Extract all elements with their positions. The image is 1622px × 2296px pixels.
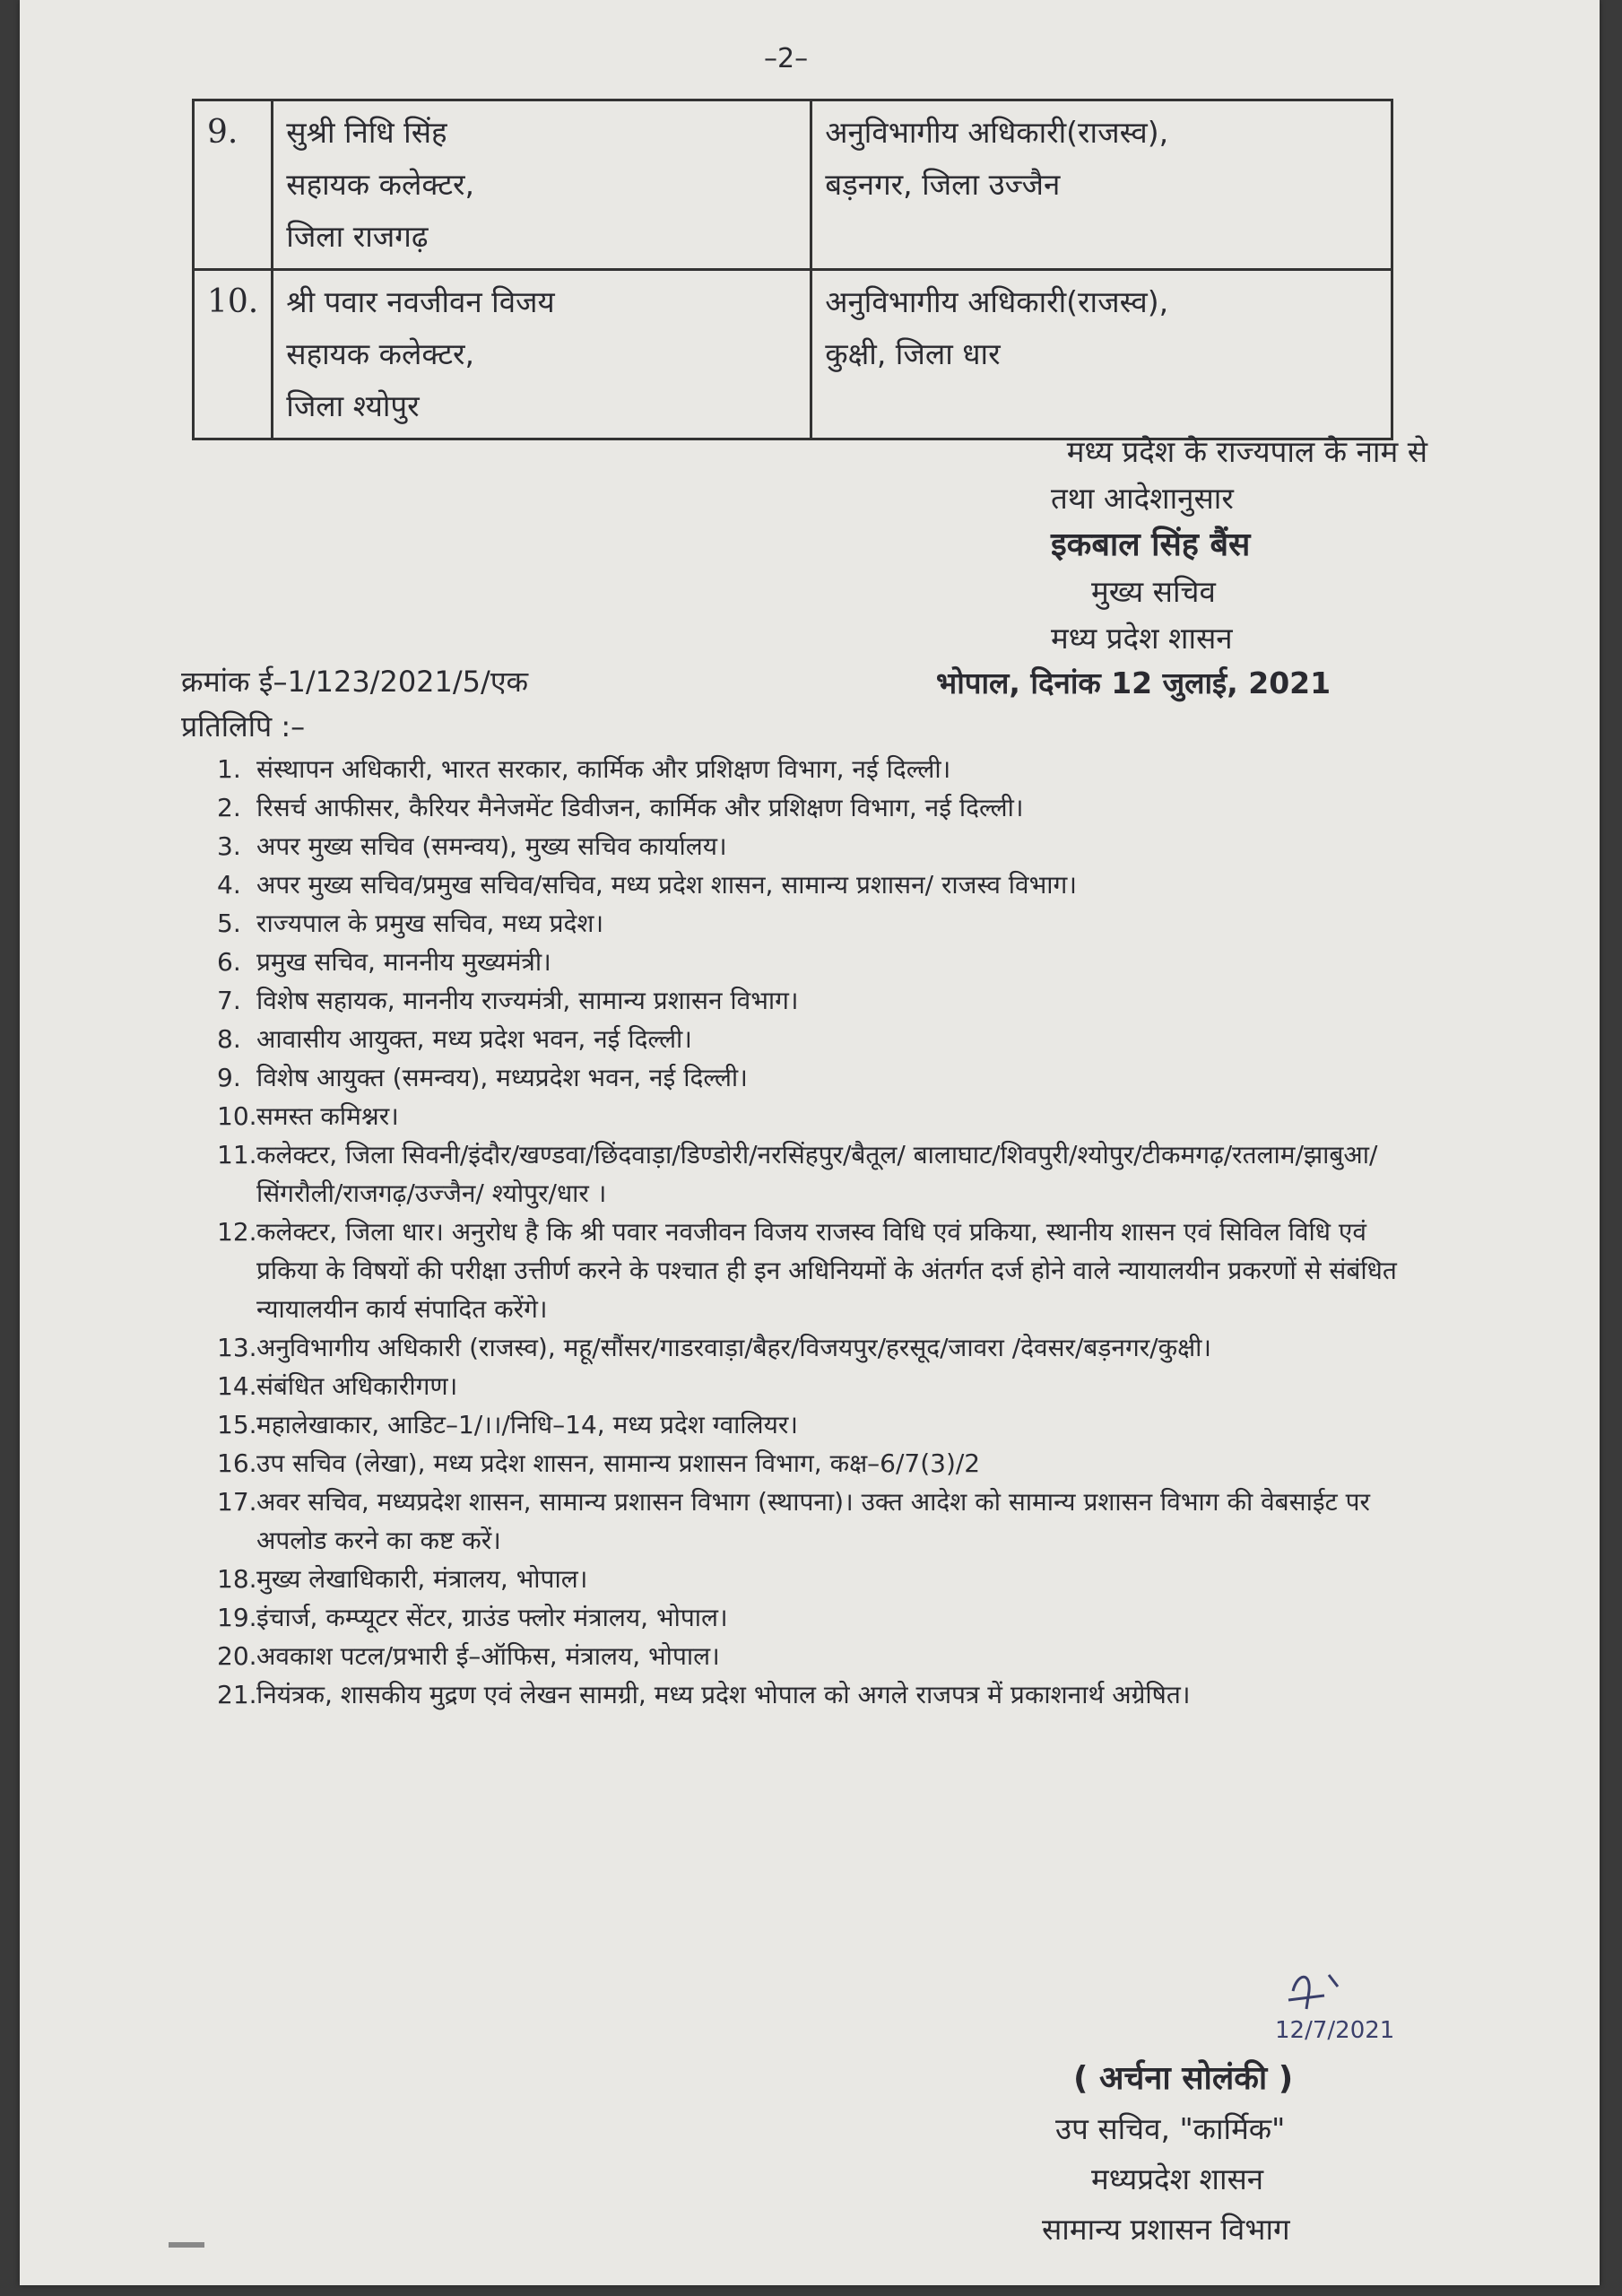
order-date: भोपाल, दिनांक 12 जुलाई, 2021 (936, 665, 1331, 700)
item-text: उप सचिव (लेखा), मध्य प्रदेश शासन, सामान्य प्रशासन विभाग, कक्ष–6/7(3)/2 (256, 1448, 981, 1478)
item-number: 11. (217, 1140, 257, 1170)
signatory-designation: उप सचिव, "कार्मिक" (1055, 2111, 1286, 2146)
item-text: अपर मुख्य सचिव (समन्वय), मुख्य सचिव कार्यालय। (256, 831, 727, 861)
item-number: 2. (217, 793, 241, 822)
item-text: विशेष आयुक्त (समन्वय), मध्यप्रदेश भवन, नई दिल्ली। (256, 1063, 748, 1092)
signatory-office: मध्यप्रदेश शासन (1091, 2161, 1264, 2196)
item-text: संस्थापन अधिकारी, भारत सरकार, कार्मिक और प्रशिक्षण विभाग, नई दिल्ली। (256, 754, 951, 784)
page-number: –2– (764, 43, 809, 74)
chief-secretary-designation: मुख्य सचिव (1091, 574, 1216, 609)
item-number: 1. (217, 754, 241, 784)
chief-secretary-name: इकबाल सिंह बैंस (1051, 526, 1251, 563)
list-item (217, 904, 1418, 943)
item-number: 3. (217, 831, 241, 861)
new-post: अनुविभागीय अधिकारी(राजस्व), (825, 115, 1169, 150)
item-text: संबंधित अधिकारीगण। (256, 1371, 458, 1401)
item-text: राज्यपाल के प्रमुख सचिव, मध्य प्रदेश। (256, 909, 604, 938)
current-district: जिला श्योपुर (286, 388, 420, 423)
item-text: महालेखाकार, आडिट–1/।।/निधि–14, मध्य प्रदेश ग्वालियर। (256, 1410, 798, 1439)
list-item (217, 865, 1418, 904)
recipient-list (217, 750, 1418, 1714)
list-item (217, 827, 1418, 865)
list-item (217, 1135, 1418, 1213)
item-number: 14. (217, 1371, 257, 1401)
item-text: रिसर्च आफीसर, कैरियर मैनेजमेंट डिवीजन, कार्मिक और प्रशिक्षण विभाग, नई दिल्ली। (256, 793, 1024, 822)
list-item (217, 1598, 1418, 1637)
current-post: सहायक कलेक्टर, (286, 336, 474, 371)
transfer-table (192, 99, 1393, 440)
chief-secretary-office: मध्य प्रदेश शासन (1051, 621, 1233, 656)
handwritten-initials (1257, 1955, 1436, 2045)
item-text: इंचार्ज, कम्प्यूटर सेंटर, ग्राउंड फ्लोर मंत्रालय, भोपाल। (256, 1603, 728, 1632)
list-item (217, 750, 1418, 788)
officer-cell (273, 270, 811, 439)
authority-block (916, 429, 1427, 662)
officer-name: श्री पवार नवजीवन विजय (286, 284, 555, 319)
list-item (217, 1444, 1418, 1483)
item-number: 12. (217, 1217, 257, 1247)
list-item (217, 981, 1418, 1020)
new-posting-cell (811, 270, 1392, 439)
item-number: 5. (217, 909, 241, 938)
item-text: विशेष सहायक, माननीय राज्यमंत्री, सामान्य प्रशासन विभाग। (256, 986, 799, 1015)
officer-cell (273, 100, 811, 270)
item-number: 20. (217, 1641, 257, 1671)
list-item (217, 1483, 1418, 1560)
list-item (217, 1675, 1418, 1714)
new-place: बड़नगर, जिला उज्जैन (825, 167, 1061, 202)
item-number: 6. (217, 947, 241, 977)
item-text: आवासीय आयुक्त, मध्य प्रदेश भवन, नई दिल्ली। (256, 1024, 692, 1054)
item-number: 17. (217, 1487, 257, 1517)
row-number: 10. (194, 270, 273, 439)
table-row (194, 270, 1392, 439)
item-number: 15. (217, 1410, 257, 1439)
list-item (217, 943, 1418, 981)
item-number: 8. (217, 1024, 241, 1054)
signatory-block (1033, 2054, 1445, 2255)
item-number: 21. (217, 1680, 257, 1709)
signatory-department: सामान्य प्रशासन विभाग (1042, 2212, 1290, 2247)
signature-date: 12/7/2021 (1275, 2017, 1395, 2044)
officer-name: सुश्री निधि सिंह (286, 115, 447, 150)
item-text: समस्त कमिश्नर। (256, 1101, 399, 1131)
item-number: 10. (217, 1101, 257, 1131)
item-number: 19. (217, 1603, 257, 1632)
table-row (194, 100, 1392, 270)
current-district: जिला राजगढ़ (286, 219, 429, 254)
new-posting-cell (811, 100, 1392, 270)
item-text: अपर मुख्य सचिव/प्रमुख सचिव/सचिव, मध्य प्रदेश शासन, सामान्य प्रशासन/ राजस्व विभाग। (256, 870, 1077, 900)
current-post: सहायक कलेक्टर, (286, 167, 474, 202)
list-item (217, 1020, 1418, 1058)
document-page (20, 0, 1600, 2285)
item-text: मुख्य लेखाधिकारी, मंत्रालय, भोपाल। (256, 1564, 588, 1594)
item-number: 9. (217, 1063, 241, 1092)
copy-label: प्रतिलिपि :– (181, 709, 306, 744)
list-item (217, 1213, 1418, 1328)
list-item (217, 1637, 1418, 1675)
authority-line: तथा आदेशानुसार (1051, 481, 1234, 516)
row-number: 9. (194, 100, 273, 270)
item-number: 4. (217, 870, 241, 900)
list-item (217, 1328, 1418, 1367)
list-item (217, 788, 1418, 827)
list-item (217, 1367, 1418, 1405)
list-item (217, 1058, 1418, 1097)
item-text: अवर सचिव, मध्यप्रदेश शासन, सामान्य प्रशासन विभाग (स्थापना)। उक्त आदेश को सामान्य प्रशासन विभाग की वेबसाईट पर अपलोड करने का कष्ट करें। (256, 1487, 1370, 1555)
list-item (217, 1560, 1418, 1598)
item-number: 13. (217, 1333, 257, 1362)
item-number: 16. (217, 1448, 257, 1478)
authority-line: मध्य प्रदेश के राज्यपाल के नाम से (1066, 434, 1427, 469)
item-text: अनुविभागीय अधिकारी (राजस्व), महू/सौंसर/गाडरवाड़ा/बैहर/विजयपुर/हरसूद/जावरा /देवसर/बड़नगर/कुक्षी। (256, 1333, 1212, 1362)
new-place: कुक्षी, जिला धार (825, 336, 1001, 371)
new-post: अनुविभागीय अधिकारी(राजस्व), (825, 284, 1169, 319)
item-number: 18. (217, 1564, 257, 1594)
order-number: क्रमांक ई–1/123/2021/5/एक (181, 665, 529, 699)
item-text: कलेक्टर, जिला धार। अनुरोध है कि श्री पवार नवजीवन विजय राजस्व विधि एवं प्रकिया, स्थानीय शासन एवं सिविल विधि एवं प्रकिया के विषयों की परीक्षा उत्तीर्ण करने के पश्चात ही इन अधिनियमों के अंतर्गत दर्ज होने वाले न्यायालयीन प्रकरणों से संबंधित न्यायालयीन कार्य संपादित करेंगे। (256, 1217, 1397, 1324)
print-mark (169, 2242, 204, 2248)
signatory-name: ( अर्चना सोलंकी ) (1073, 2060, 1294, 2097)
list-item (217, 1405, 1418, 1444)
list-item (217, 1097, 1418, 1135)
item-text: अवकाश पटल/प्रभारी ई–ऑफिस, मंत्रालय, भोपाल। (256, 1641, 720, 1671)
item-text: प्रमुख सचिव, माननीय मुख्यमंत्री। (256, 947, 551, 977)
item-number: 7. (217, 986, 241, 1015)
item-text: कलेक्टर, जिला सिवनी/इंदौर/खण्डवा/छिंदवाड़ा/डिण्डोरी/नरसिंहपुर/बैतूल/ बालाघाट/शिवपुरी/श्योपुर/टीकमगढ़/रतलाम/झाबुआ/सिंगरौली/राजगढ़/उज्जैन/ श्योपुर/धार । (256, 1140, 1378, 1208)
item-text: नियंत्रक, शासकीय मुद्रण एवं लेखन सामग्री, मध्य प्रदेश भोपाल को अगले राजपत्र में प्रकाशनार्थ अग्रेषित। (256, 1680, 1191, 1709)
